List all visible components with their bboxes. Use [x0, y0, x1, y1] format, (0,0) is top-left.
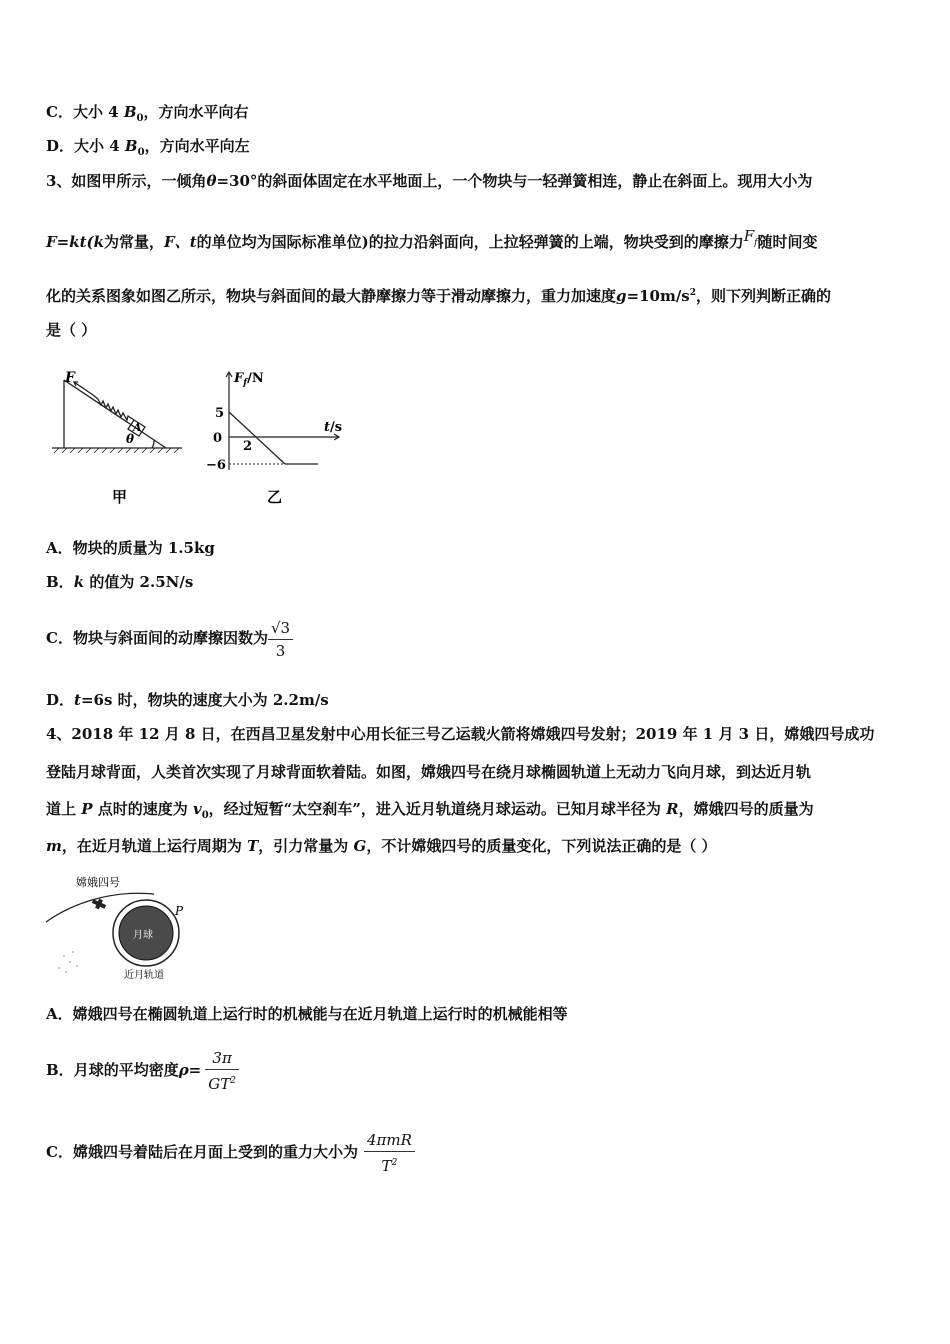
q3-option-d: D．t=6s 时，物块的速度大小为 2.2m/s	[46, 691, 329, 709]
q4-stem-line1: 4、2018 年 12 月 8 日，在西昌卫星发射中心用长征三号乙运载火箭将嫦娥四号发射；2019 年 1 月 3 日，嫦娥四号成功	[46, 725, 875, 743]
q3-stem-line2: F=kt(k为常量，F、t的单位均为国际标准单位)的拉力沿斜面向，上拉轻弹簧的上端，物块受到的摩擦力$F_f$随时间变	[46, 227, 818, 251]
ground-hatch	[54, 448, 179, 453]
q2-option-c: C．大小 4 $B_0$，方向水平向右	[46, 103, 249, 124]
spring	[93, 395, 134, 420]
q3-stem-line4: 是（ ）	[46, 321, 97, 339]
graph-slope-line	[229, 412, 285, 464]
q3-option-b: B．k 的值为 2.5N/s	[46, 573, 194, 591]
q3-stem-line1: 3、如图甲所示，一倾角θ=30°的斜面体固定在水平地面上，一个物块与一轻弹簧相连，静止在斜面上。现用大小为	[46, 172, 813, 190]
label-f: F	[65, 370, 75, 386]
moon-label: 月球	[133, 930, 153, 941]
caption-jia: 甲	[112, 488, 128, 506]
tick-5: 5	[215, 406, 225, 421]
q4-stem-line3: 道上 P 点时的速度为 $v_0$，经过短暂“太空刹车”，进入近月轨道绕月球运动。已知月球半径为 R，嫦娥四号的质量为	[46, 800, 814, 821]
point-p-label: P	[175, 904, 184, 918]
q2-option-d: D．大小 4 $B_0$，方向水平向左	[46, 137, 250, 158]
figure-friction-graph	[200, 362, 350, 512]
speckle-marks	[58, 951, 78, 973]
friction-symbol: $F_f$	[743, 227, 758, 248]
q4-stem-line2: 登陆月球背面，人类首次实现了月球背面软着陆。如图，嫦娥四号在绕月球椭圆轨道上无动力飞向月球，到达近月轨	[46, 763, 812, 781]
tick-2: 2	[243, 439, 253, 454]
q3-option-a: A．物块的质量为 1.5kg	[46, 539, 215, 557]
angle-arc	[152, 440, 154, 448]
probe-icon	[91, 897, 108, 912]
x-axis-label: t/s	[324, 420, 343, 435]
tick-0: 0	[213, 431, 223, 446]
probe-label: 嫦娥四号	[76, 876, 120, 889]
y-axis-label: $F_f/N$	[234, 371, 264, 388]
fraction-gravity: $\frac{\text{4πmR}}{T^2}$	[364, 1129, 415, 1177]
q4-stem-line4: m，在近月轨道上运行周期为 T，引力常量为 G，不计嫦娥四号的质量变化，下列说法正确的是（ ）	[46, 837, 717, 855]
q4-option-a: A．嫦娥四号在椭圆轨道上运行时的机械能与在近月轨道上运行时的机械能相等	[46, 1005, 568, 1023]
figure-incline	[48, 362, 188, 512]
fraction-density: $\frac{3\pi}{GT^2}$	[205, 1047, 239, 1095]
q3-stem-line3: 化的关系图象如图乙所示，物块与斜面间的最大静摩擦力等于滑动摩擦力，重力加速度$g=10m/s^2$，则下列判断正确的	[46, 287, 832, 305]
label-theta: θ	[126, 432, 135, 446]
q4-option-c: C．嫦娥四号着陆后在月面上受到的重力大小为 $\frac{\text{4πmR}}{T^2}$	[46, 1122, 415, 1182]
orbit-label: 近月轨道	[124, 970, 164, 981]
tick-minus-6: −6	[206, 458, 226, 473]
caption-yi: 乙	[267, 488, 283, 506]
label-a: A	[133, 421, 142, 434]
fraction-sqrt3-over-3: $\frac{√3}{3}$	[268, 617, 293, 662]
q3-option-c: C．物块与斜面间的动摩擦因数为 $\frac{√3}{3}$	[46, 608, 293, 668]
figure-lunar-orbit	[44, 872, 194, 984]
q4-option-b: B．月球的平均密度ρ= $\frac{3\pi}{GT^2}$	[46, 1040, 239, 1100]
incline-slope	[64, 380, 166, 448]
